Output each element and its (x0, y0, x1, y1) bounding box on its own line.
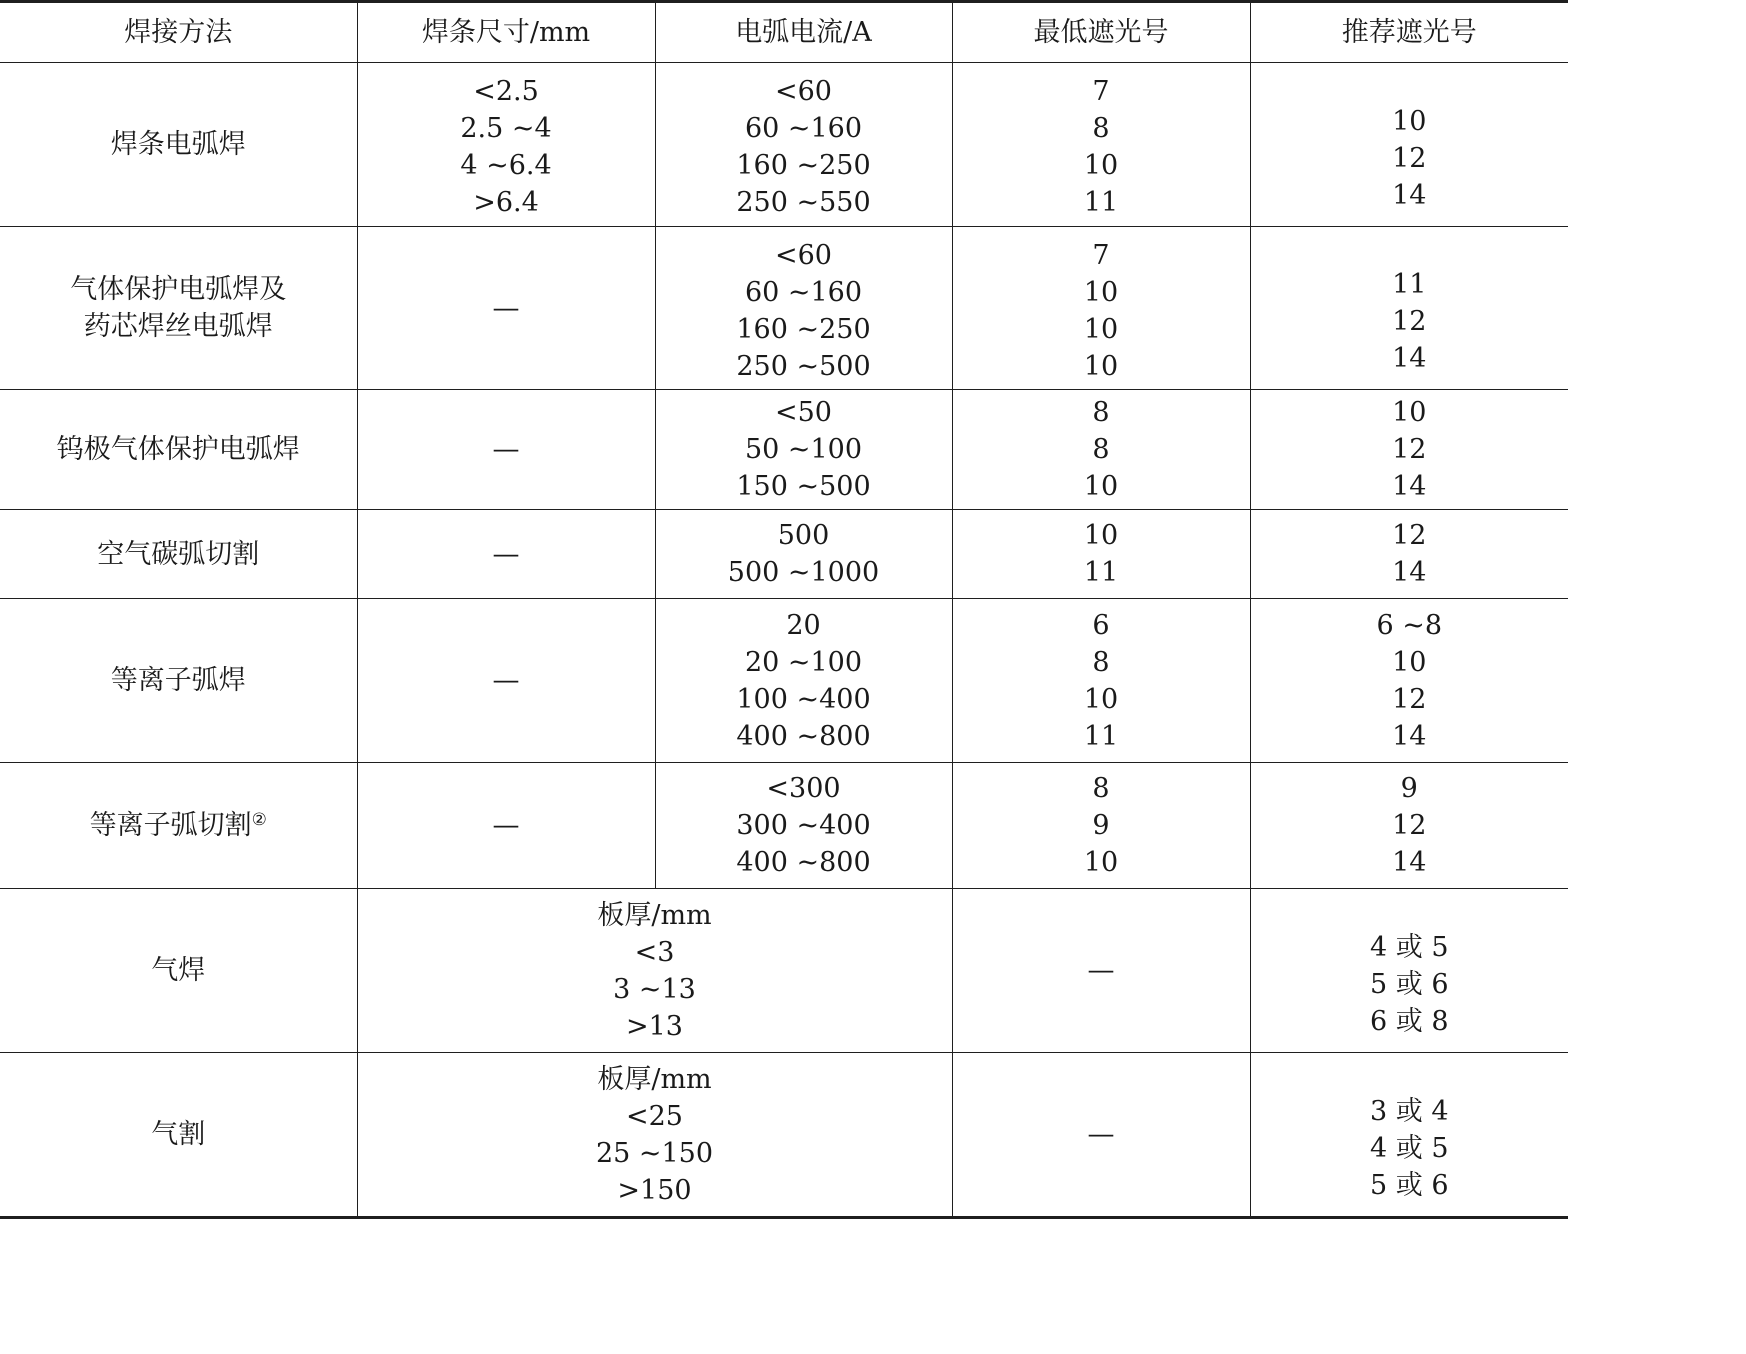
cell-line: >6.4 (473, 187, 539, 218)
method-cell (0, 599, 357, 763)
cell-line: 12 (1392, 306, 1427, 337)
method-cell (0, 1053, 357, 1218)
table-row (0, 599, 1568, 763)
cell-line: 400 ~800 (736, 720, 871, 752)
cell-line: 20 ~100 (744, 646, 863, 678)
cell-line: 14 (1392, 720, 1427, 752)
cell-line: 400 ~800 (736, 847, 871, 878)
cell-line: 10 (1083, 314, 1119, 345)
table-row (0, 227, 1568, 390)
recommended-shade-cell (1250, 510, 1568, 599)
current-cell (655, 227, 952, 390)
method-cell (0, 889, 357, 1053)
cell-line: 10 (1083, 277, 1119, 308)
table-row (0, 763, 1568, 889)
table-row (0, 510, 1568, 599)
cell-line: 160 ~250 (736, 150, 871, 181)
rod-size-cell (357, 510, 655, 599)
cell-line: 250 ~500 (736, 351, 871, 382)
recommended-shade-cell (1250, 227, 1568, 390)
cell-line: — (492, 538, 520, 570)
rod-size-cell (357, 63, 655, 227)
cell-line: 12 (1392, 683, 1427, 715)
recommended-shade-cell (1250, 1053, 1568, 1218)
current-cell (655, 63, 952, 227)
header-row (0, 2, 1568, 63)
cell-line: <3 (634, 936, 675, 968)
rod-size-cell (357, 390, 655, 510)
cell-line: 25 ~150 (595, 1137, 714, 1169)
min-shade-cell (952, 510, 1250, 599)
cell-line: 4 ~6.4 (460, 150, 552, 181)
cell-line: 7 (1092, 76, 1110, 107)
cell-line: 等离子弧焊 (110, 665, 246, 696)
cell-line: 50 ~100 (744, 434, 863, 465)
cell-line: <2.5 (473, 76, 539, 107)
cell-line: 10 (1083, 351, 1119, 382)
cell-line: 10 (1392, 106, 1427, 137)
method-cell (0, 510, 357, 599)
cell-line: 9 (1092, 810, 1110, 841)
table-row (0, 1053, 1568, 1218)
min-shade-cell (952, 889, 1250, 1053)
cell-line: 12 (1392, 520, 1427, 551)
plate-thickness-cell (357, 889, 952, 1053)
cell-line: 焊条电弧焊 (110, 129, 246, 160)
table-row (0, 63, 1568, 227)
current-cell (655, 599, 952, 763)
cell-line: 12 (1392, 143, 1427, 174)
cell-line: 12 (1392, 810, 1427, 841)
cell-line: 空气碳弧切割 (97, 538, 260, 570)
cell-line: 药芯焊丝电弧焊 (83, 311, 273, 342)
cell-line: 11 (1083, 557, 1119, 588)
cell-line: 板厚/mm (597, 1063, 712, 1095)
cell-line: 500 (777, 520, 830, 551)
cell-line: — (492, 434, 520, 465)
recommended-shade-cell (1250, 599, 1568, 763)
cell-line: 5 或 6 (1369, 1170, 1449, 1201)
cell-line: — (492, 665, 520, 696)
recommended-shade-cell (1250, 390, 1568, 510)
cell-line: 10 (1392, 646, 1427, 678)
cell-line: 气焊 (151, 955, 206, 986)
min-shade-cell (952, 63, 1250, 227)
cell-line: 160 ~250 (736, 314, 871, 345)
min-shade-cell (952, 390, 1250, 510)
cell-line: 板厚/mm (597, 899, 712, 931)
header-arc-current: 电弧电流/A (655, 2, 952, 63)
min-shade-cell (952, 763, 1250, 889)
method-cell (0, 390, 357, 510)
cell-line: 100 ~400 (736, 683, 871, 715)
min-shade-cell (952, 599, 1250, 763)
min-shade-cell (952, 1053, 1250, 1218)
cell-line: 8 (1092, 646, 1110, 678)
cell-line: 14 (1392, 180, 1427, 211)
recommended-shade-cell (1250, 763, 1568, 889)
cell-line: 300 ~400 (736, 810, 871, 841)
method-label: 等离子弧切割 (89, 810, 252, 841)
table-row (0, 889, 1568, 1053)
cell-line: 4 或 5 (1369, 1133, 1449, 1164)
cell-line: 12 (1392, 434, 1427, 465)
cell-line: 8 (1092, 397, 1110, 428)
cell-line: — (492, 810, 520, 841)
cell-line: 气割 (151, 1119, 206, 1150)
method-cell (0, 63, 357, 227)
header-method: 焊接方法 (0, 2, 357, 63)
cell-line: 6 ~8 (1376, 609, 1443, 641)
cell-line: 9 (1400, 773, 1418, 804)
cell-line: 20 (786, 609, 821, 641)
cell-line: 8 (1092, 434, 1110, 465)
header-recommended-shade: 推荐遮光号 (1250, 2, 1568, 63)
current-cell (655, 390, 952, 510)
cell-line: <50 (775, 397, 832, 428)
cell-line: 2.5 ~4 (460, 113, 552, 144)
current-cell (655, 763, 952, 889)
cell-line: 8 (1092, 113, 1110, 144)
current-cell (655, 510, 952, 599)
cell-line: 11 (1083, 720, 1119, 752)
cell-line: 10 (1083, 847, 1119, 878)
header-rod-size: 焊条尺寸/mm (357, 2, 655, 63)
cell-line: 7 (1092, 240, 1110, 271)
header-min-shade: 最低遮光号 (952, 2, 1250, 63)
cell-line: 14 (1392, 847, 1427, 878)
cell-line: 250 ~550 (736, 187, 871, 218)
cell-line: 11 (1083, 187, 1119, 218)
cell-line: — (492, 292, 520, 324)
rod-size-cell (357, 227, 655, 390)
cell-line: 10 (1083, 471, 1119, 502)
cell-line: 10 (1083, 520, 1119, 551)
plate-thickness-cell (357, 1053, 952, 1218)
cell-line: 14 (1392, 471, 1427, 502)
cell-line: 6 (1092, 609, 1110, 641)
cell-line: 8 (1092, 773, 1110, 804)
rod-size-cell (357, 599, 655, 763)
rod-size-cell (357, 763, 655, 889)
cell-line: 10 (1392, 397, 1427, 428)
cell-line: 4 或 5 (1369, 932, 1449, 963)
cell-line: 60 ~160 (744, 277, 863, 308)
method-cell (0, 227, 357, 390)
footnote-marker: ② (251, 810, 267, 830)
cell-line: 10 (1083, 683, 1119, 715)
cell-line: <25 (626, 1100, 683, 1132)
recommended-shade-cell (1250, 63, 1568, 227)
cell-line: 5 或 6 (1369, 969, 1449, 1000)
cell-line: 6 或 8 (1369, 1006, 1449, 1037)
cell-line: 14 (1392, 557, 1427, 588)
min-shade-cell (952, 227, 1250, 390)
method-cell (0, 763, 357, 889)
cell-line: 500 ~1000 (727, 557, 880, 588)
cell-line: 气体保护电弧焊及 (70, 274, 287, 305)
cell-line: 3 或 4 (1369, 1096, 1449, 1127)
cell-line: >150 (617, 1174, 692, 1206)
table-row (0, 390, 1568, 510)
cell-line: 10 (1083, 150, 1119, 181)
cell-line: 60 ~160 (744, 113, 863, 144)
cell-line: 钨极气体保护电弧焊 (56, 434, 300, 465)
cell-line: <300 (766, 773, 841, 804)
cell-line: 11 (1392, 269, 1427, 300)
cell-line: <60 (775, 240, 832, 271)
recommended-shade-cell (1250, 889, 1568, 1053)
cell-line: — (1087, 1119, 1115, 1150)
cell-line: 3 ~13 (613, 973, 696, 1005)
cell-line: <60 (775, 76, 832, 107)
cell-line: >13 (626, 1010, 683, 1042)
cell-line: — (1087, 955, 1115, 986)
cell-line: 14 (1392, 343, 1427, 374)
cell-line: 150 ~500 (736, 471, 871, 502)
